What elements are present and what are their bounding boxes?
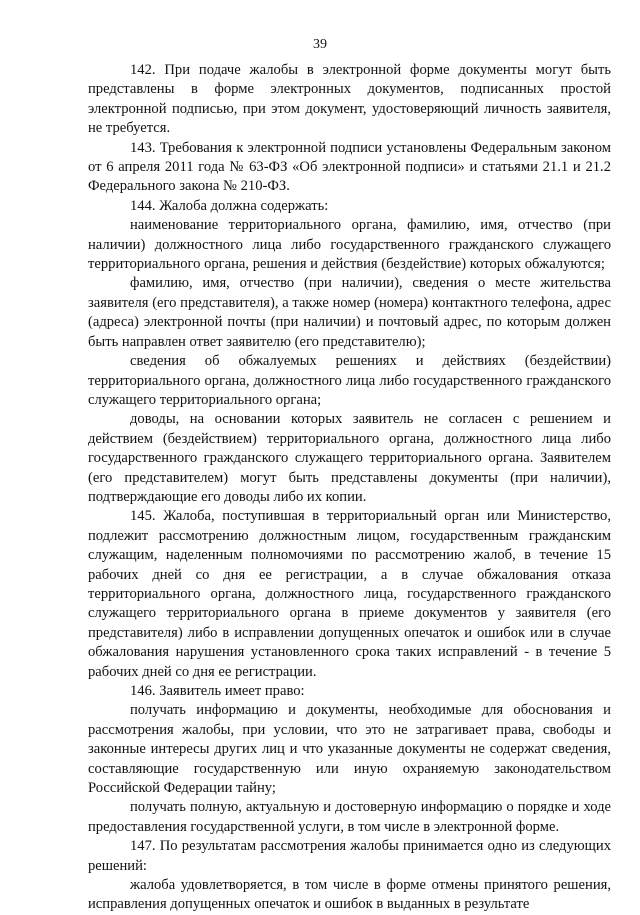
paragraph-144: 144. Жалоба должна содержать: [130, 197, 329, 214]
list-item-territorial-body-name: наименование территориального органа, фамилию, имя, отчество (при наличии) должностного лица либо государственного гражданского служащего территориального органа, решения и действия (бездействие) которых обжалуются; [88, 217, 611, 273]
paragraph-146: 146. Заявитель имеет право: [130, 683, 305, 699]
page-number: 39 [313, 37, 327, 52]
list-item-right-to-information: получать информацию и документы, необходимые для обоснования и рассмотрения жалобы, при условии, что это не затрагивает права, свободы и законные интересы других лиц и что указанные документы не содержат сведения, составляющие государственную или иную охраняемую законодательством Российской Федерации тайну; [88, 702, 611, 797]
list-item-right-to-progress-info: получать полную, актуальную и достоверную информацию о порядке и ходе предоставления государственной услуги, в том числе в электронной форме. [88, 799, 611, 835]
paragraph-147: 147. По результатам рассмотрения жалобы принимается одно из следующих решений: [88, 838, 611, 874]
paragraph-143: 143. Требования к электронной подписи установлены Федеральным законом от 6 апреля 2011 года № 63-ФЗ «Об электронной подписи» и статьями 21.1 и 21.2 Федерального закона № 210-ФЗ. [88, 139, 611, 195]
paragraph-142: 142. При подаче жалобы в электронной форме документы могут быть представлены в форме электронных документов, подписанных простой электронной подписью, при этом документ, удостоверяющий личность заявителя, не требуется. [88, 62, 611, 137]
paragraph-145: 145. Жалоба, поступившая в территориальный орган или Министерство, подлежит рассмотрению должностным лицом, государственным гражданским служащим, наделенным полномочиями по рассмотрению жалоб, в течение 15 рабочих дней со дня ее регистрации, а в случае обжалования отказа территориального органа, должностного лица, государственного гражданского служащего территориального органа в приеме документов у заявителя (его представителя) либо в исправлении допущенных опечаток и ошибок или в случае обжалования нарушения установленного срока таких исправлений - в течение 5 рабочих дней со дня ее регистрации. [88, 508, 611, 680]
list-item-complaint-satisfied: жалоба удовлетворяется, в том числе в форме отмены принятого решения, исправления допущенных опечаток и ошибок в выданных в результате [88, 877, 611, 913]
document-body [88, 61, 611, 915]
list-item-appealed-decisions: сведения об обжалуемых решениях и действиях (бездействии) территориального органа, должностного лица либо государственного гражданского служащего территориального органа; [88, 353, 611, 408]
list-item-arguments: доводы, на основании которых заявитель не согласен с решением и действием (бездействием) территориального органа, должностного лица либо государственного гражданского служащего территориального органа. Заявителем (его представителем) могут быть представлены документы (при наличии), подтверждающие его доводы либо их копии. [88, 411, 611, 505]
list-item-applicant-details: фамилию, имя, отчество (при наличии), сведения о месте жительства заявителя (его представителя), а также номер (номера) контактного телефона, адрес (адреса) электронной почты (при наличии) и почтовый адрес, по которым должен быть направлен ответ заявителю (его представителю); [88, 275, 611, 350]
